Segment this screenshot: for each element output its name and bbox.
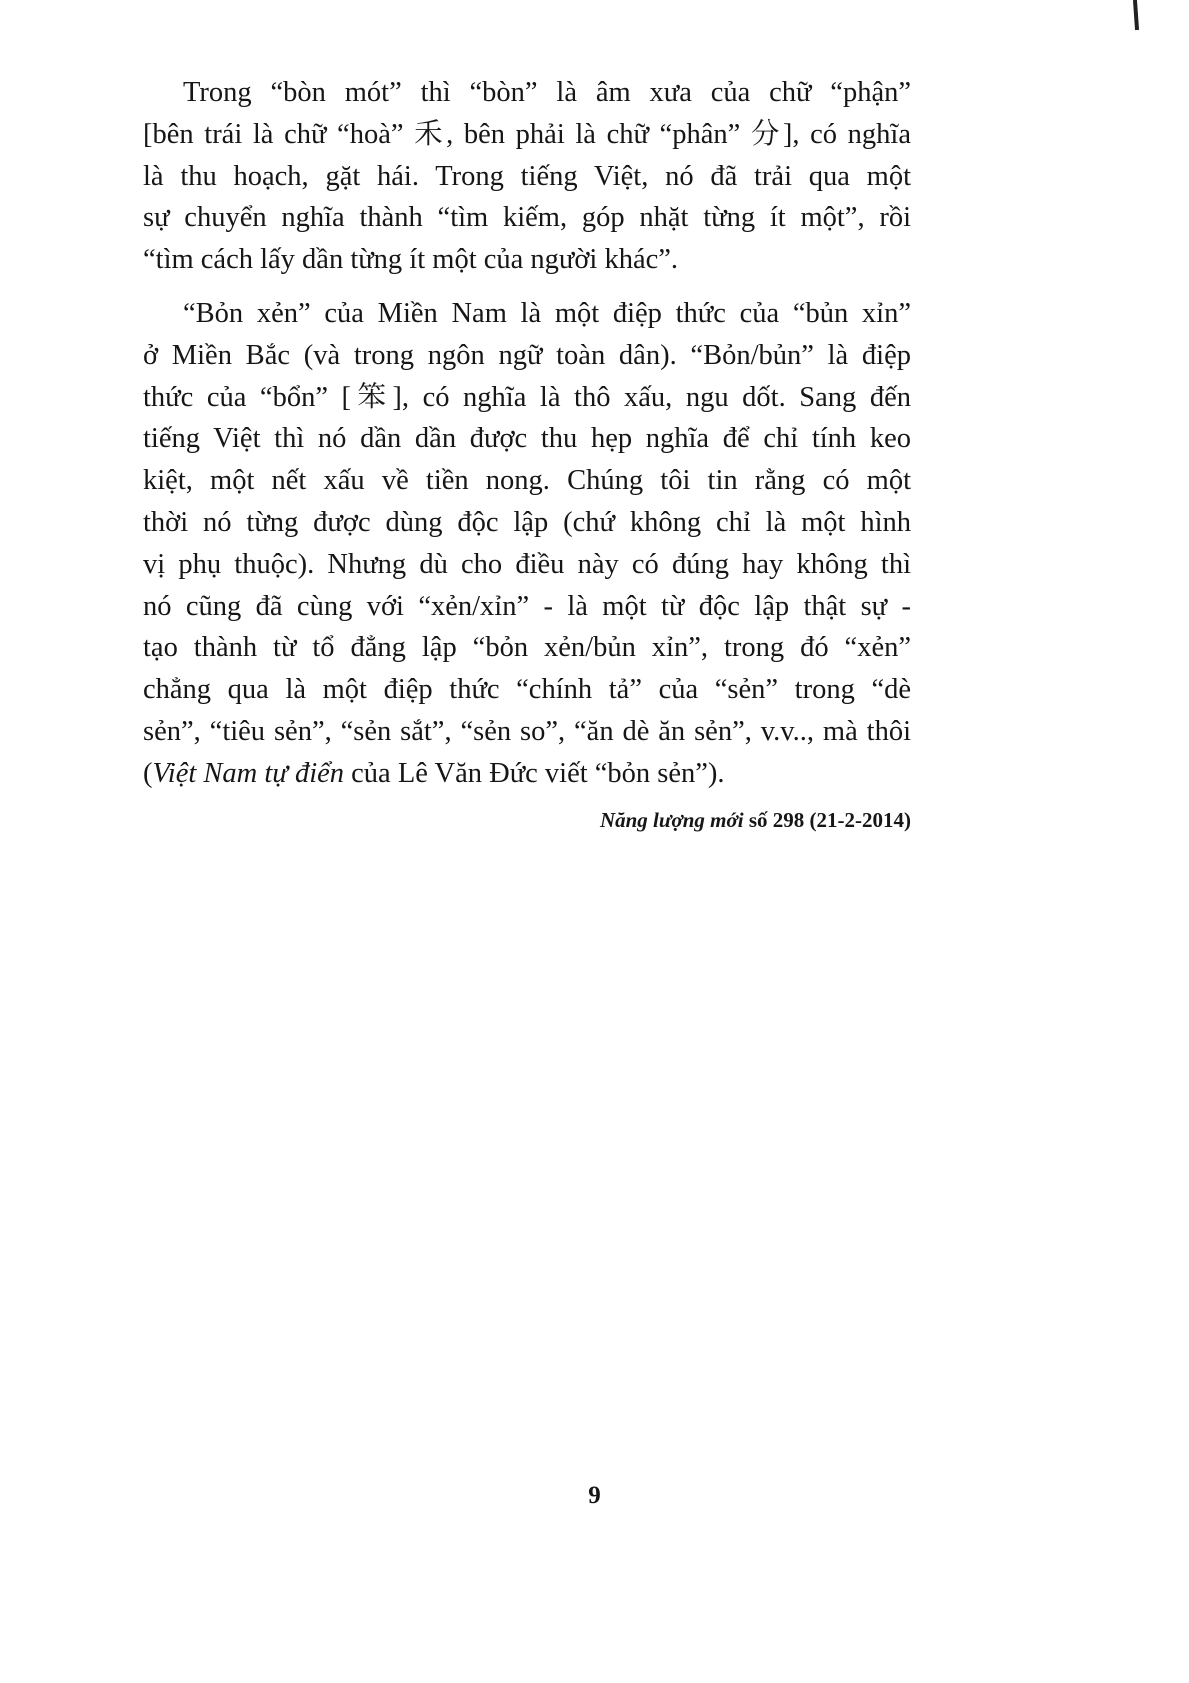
text-rest: của Lê Văn Đức viết “bỏn sẻn”). bbox=[344, 757, 725, 789]
text-line: tiếng Việt thì nó dần dần được thu hẹp nghĩa để chỉ tính keo bbox=[143, 423, 911, 455]
text-line: “Bỏn xẻn” của Miền Nam là một điệp thức của “bủn xỉn” bbox=[183, 298, 911, 329]
text-line: tạo thành từ tổ đẳng lập “bỏn xẻn/bủn xỉn”, trong đó “xẻn” bbox=[143, 632, 911, 664]
text-line: sự chuyển nghĩa thành “tìm kiếm, góp nhặt từng ít một”, rồi bbox=[143, 202, 911, 234]
text-line: [bên trái là chữ “hoà” 禾, bên phải là chữ “phân” 分], có nghĩa bbox=[143, 118, 911, 150]
text-line: kiệt, một nết xấu về tiền nong. Chúng tôi tin rằng có một bbox=[143, 465, 911, 497]
text-line: thức của “bổn” [笨], có nghĩa là thô xấu, ngu dốt. Sang đến bbox=[143, 381, 911, 413]
paragraph-2 bbox=[143, 293, 911, 795]
page-number: 9 bbox=[588, 1482, 601, 1509]
citation bbox=[600, 808, 911, 833]
text-line: chẳng qua là một điệp thức “chính tả” của “sẻn” trong “dè bbox=[143, 674, 911, 706]
text-line: vị phụ thuộc). Nhưng dù cho điều này có đúng hay không thì bbox=[143, 548, 911, 580]
text-line: “tìm cách lấy dần từng ít một của người khác”. bbox=[143, 244, 679, 276]
text-line: là thu hoạch, gặt hái. Trong tiếng Việt, nó đã trải qua một bbox=[143, 160, 911, 192]
text-line: ở Miền Bắc (và trong ngôn ngữ toàn dân). “Bỏn/bủn” là điệp bbox=[143, 339, 911, 371]
text-line: thời nó từng được dùng độc lập (chứ không chỉ là một hình bbox=[143, 506, 911, 538]
scan-mark bbox=[1133, 0, 1139, 30]
text-line: Trong “bòn mót” thì “bòn” là âm xưa của chữ “phận” bbox=[183, 77, 911, 108]
citation-details: số 298 (21-2-2014) bbox=[743, 808, 911, 832]
paragraph-1 bbox=[143, 72, 911, 281]
paren: ( bbox=[143, 757, 153, 789]
book-title: Việt Nam tự điển bbox=[152, 757, 345, 789]
text-line: nó cũng đã cùng với “xẻn/xỉn” - là một từ độc lập thật sự - bbox=[143, 590, 911, 622]
text-line: sẻn”, “tiêu sẻn”, “sẻn sắt”, “sẻn so”, “ăn dè ăn sẻn”, v.v.., mà thôi bbox=[143, 715, 911, 747]
citation-source: Năng lượng mới bbox=[599, 808, 744, 832]
text-line bbox=[143, 753, 911, 795]
